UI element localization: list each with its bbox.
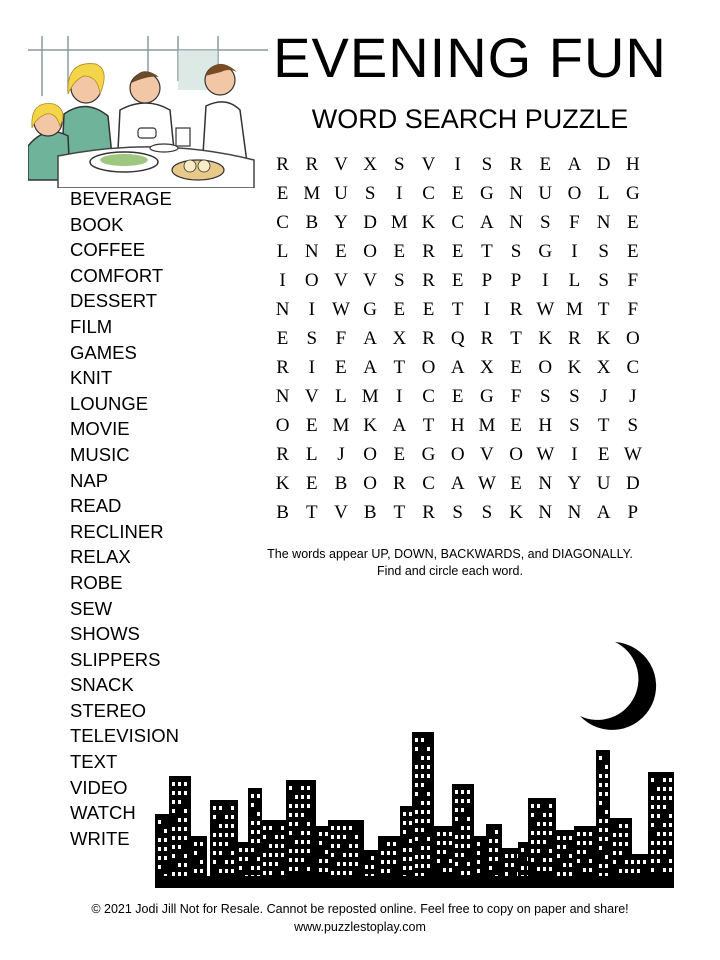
grid-letter[interactable]: E: [305, 415, 318, 436]
grid-letter[interactable]: T: [393, 357, 406, 378]
website-url: www.puzzlestoplay.com: [294, 920, 426, 934]
word-list-item: STEREO: [70, 699, 147, 721]
grid-letter[interactable]: S: [510, 241, 522, 262]
grid-letter[interactable]: R: [422, 502, 435, 523]
grid-letter[interactable]: M: [566, 299, 583, 320]
grid-letter[interactable]: S: [627, 415, 639, 436]
grid-letter[interactable]: U: [538, 183, 553, 204]
word-list-item: LOUNGE: [70, 392, 149, 414]
grid-letter[interactable]: A: [480, 212, 494, 233]
grid-letter[interactable]: R: [305, 154, 319, 175]
grid-letter[interactable]: I: [483, 299, 491, 320]
grid-letter[interactable]: O: [275, 415, 290, 436]
grid-letter[interactable]: G: [363, 299, 378, 320]
grid-letter[interactable]: E: [276, 328, 289, 349]
grid-letter[interactable]: M: [361, 386, 379, 407]
grid-letter[interactable]: V: [363, 270, 378, 291]
grid-letter[interactable]: K: [363, 415, 378, 436]
grid-letter[interactable]: C: [422, 183, 435, 204]
grid-letter[interactable]: D: [625, 473, 640, 494]
grid-letter[interactable]: A: [450, 473, 465, 494]
grid-letter[interactable]: S: [394, 270, 405, 291]
word-list-item: WRITE: [70, 827, 130, 849]
grid-letter[interactable]: H: [625, 154, 640, 175]
grid-letter[interactable]: O: [421, 357, 436, 378]
grid-letter[interactable]: T: [597, 299, 610, 320]
grid-letter[interactable]: S: [394, 154, 405, 175]
grid-letter[interactable]: E: [510, 357, 522, 378]
word-list-item: TEXT: [70, 751, 118, 773]
grid-letter[interactable]: K: [567, 357, 582, 378]
grid-letter[interactable]: E: [276, 183, 289, 204]
grid-letter[interactable]: F: [510, 386, 522, 407]
grid-letter[interactable]: I: [308, 357, 315, 378]
grid-letter[interactable]: L: [276, 241, 289, 262]
grid-letter[interactable]: I: [454, 154, 461, 175]
grid-letter[interactable]: F: [335, 328, 347, 349]
grid-letter[interactable]: R: [276, 154, 289, 175]
grid-letter[interactable]: V: [334, 270, 348, 291]
grid-letter[interactable]: K: [275, 473, 290, 494]
word-list-item: RELAX: [70, 546, 131, 568]
grid-letter[interactable]: S: [539, 212, 551, 233]
grid-letter[interactable]: M: [332, 415, 350, 436]
city-skyline-icon: [150, 636, 690, 888]
word-list-item: SEW: [70, 597, 113, 619]
grid-letter[interactable]: R: [509, 299, 523, 320]
word-list-item: DESSERT: [70, 290, 158, 312]
word-list-item: NAP: [70, 469, 109, 491]
word-list-item: MUSIC: [70, 443, 130, 465]
grid-letter[interactable]: G: [421, 444, 436, 465]
grid-letter[interactable]: E: [597, 444, 610, 465]
letter-grid: [268, 150, 647, 527]
grid-letter[interactable]: O: [538, 357, 553, 378]
grid-letter[interactable]: S: [569, 386, 580, 407]
grid-letter[interactable]: P: [481, 270, 493, 291]
grid-letter[interactable]: J: [629, 386, 637, 407]
grid-letter[interactable]: C: [422, 386, 435, 407]
grid-letter[interactable]: E: [510, 473, 522, 494]
grid-letter[interactable]: A: [450, 357, 465, 378]
grid-letter[interactable]: R: [393, 473, 406, 494]
grid-letter[interactable]: U: [596, 473, 611, 494]
grid-letter[interactable]: N: [509, 212, 523, 233]
grid-letter[interactable]: C: [451, 212, 465, 233]
grid-letter[interactable]: I: [571, 241, 578, 262]
grid-letter[interactable]: K: [509, 502, 523, 523]
grid-letter[interactable]: E: [451, 183, 464, 204]
grid-letter[interactable]: O: [304, 270, 319, 291]
grid-letter[interactable]: B: [334, 473, 348, 494]
grid-letter[interactable]: F: [627, 270, 639, 291]
grid-letter[interactable]: E: [335, 241, 347, 262]
grid-letter[interactable]: R: [422, 270, 435, 291]
grid-letter[interactable]: E: [393, 241, 406, 262]
word-list-item: SLIPPERS: [70, 648, 161, 670]
grid-letter[interactable]: E: [627, 241, 639, 262]
grid-letter[interactable]: E: [451, 270, 464, 291]
word-list-item: SNACK: [70, 674, 134, 696]
grid-letter[interactable]: R: [480, 328, 494, 349]
grid-letter[interactable]: A: [392, 415, 407, 436]
grid-letter[interactable]: U: [334, 183, 348, 204]
grid-letter[interactable]: T: [451, 299, 464, 320]
grid-letter[interactable]: V: [304, 386, 319, 407]
word-list-item: VIDEO: [70, 776, 128, 798]
word-list-item: BEVERAGE: [70, 188, 172, 209]
grid-letter[interactable]: K: [596, 328, 611, 349]
grid-letter[interactable]: H: [538, 415, 553, 436]
word-list-item: FILM: [70, 315, 113, 337]
grid-letter[interactable]: G: [538, 241, 553, 262]
grid-letter[interactable]: T: [481, 241, 493, 262]
grid-letter[interactable]: S: [481, 502, 493, 523]
grid-letter[interactable]: S: [306, 328, 318, 349]
grid-letter[interactable]: P: [627, 502, 639, 523]
grid-letter[interactable]: V: [334, 502, 348, 523]
grid-letter[interactable]: S: [598, 270, 609, 291]
grid-letter[interactable]: K: [421, 212, 436, 233]
grid-letter[interactable]: L: [305, 444, 318, 465]
grid-letter[interactable]: T: [393, 502, 406, 523]
grid-letter[interactable]: O: [363, 444, 378, 465]
grid-letter[interactable]: N: [538, 473, 553, 494]
word-list-item: COFFEE: [70, 239, 146, 261]
grid-letter[interactable]: T: [597, 415, 610, 436]
grid-letter[interactable]: B: [276, 502, 289, 523]
grid-letter[interactable]: X: [363, 154, 378, 175]
page-subtitle: WORD SEARCH PUZZLE: [311, 104, 629, 134]
grid-letter[interactable]: E: [393, 299, 406, 320]
grid-letter[interactable]: I: [542, 270, 549, 291]
word-list-item: BOOK: [70, 213, 124, 235]
grid-letter[interactable]: X: [392, 328, 407, 349]
grid-letter[interactable]: E: [422, 299, 435, 320]
grid-letter[interactable]: W: [536, 444, 555, 465]
grid-letter[interactable]: R: [422, 241, 435, 262]
word-list-item: RECLINER: [70, 520, 164, 542]
grid-letter[interactable]: T: [422, 415, 435, 436]
grid-letter[interactable]: C: [422, 473, 435, 494]
grid-letter[interactable]: T: [510, 328, 522, 349]
word-list-item: ROBE: [70, 571, 123, 593]
grid-letter[interactable]: M: [390, 212, 408, 233]
word-list-item: READ: [70, 495, 122, 517]
word-list-item: KNIT: [70, 367, 113, 389]
grid-letter[interactable]: S: [539, 386, 551, 407]
grid-letter[interactable]: I: [279, 270, 286, 291]
grid-letter[interactable]: S: [481, 154, 493, 175]
grid-letter[interactable]: L: [597, 183, 610, 204]
grid-letter[interactable]: N: [275, 386, 290, 407]
grid-letter[interactable]: G: [480, 183, 494, 204]
grid-letter[interactable]: M: [478, 415, 496, 436]
grid-letter[interactable]: S: [364, 183, 376, 204]
instructions: [250, 546, 650, 580]
grid-letter[interactable]: A: [596, 502, 611, 523]
grid-letter[interactable]: G: [480, 386, 494, 407]
grid-letter[interactable]: E: [539, 154, 552, 175]
grid-letter[interactable]: O: [363, 473, 378, 494]
grid-letter[interactable]: A: [363, 328, 378, 349]
grid-letter[interactable]: R: [568, 328, 581, 349]
word-list-item: WATCH: [70, 802, 136, 824]
grid-letter[interactable]: E: [451, 241, 464, 262]
grid-letter[interactable]: W: [623, 444, 642, 465]
crescent-moon-icon: [580, 642, 656, 730]
grid-letter[interactable]: N: [304, 241, 319, 262]
page-title: EVENING FUN: [273, 26, 667, 89]
grid-letter[interactable]: D: [596, 154, 611, 175]
grid-letter[interactable]: W: [332, 299, 350, 320]
grid-letter[interactable]: A: [567, 154, 582, 175]
grid-letter[interactable]: M: [303, 183, 321, 204]
grid-letter[interactable]: E: [305, 473, 318, 494]
grid-letter[interactable]: X: [596, 357, 611, 378]
grid-letter[interactable]: T: [305, 502, 318, 523]
grid-letter[interactable]: O: [567, 183, 582, 204]
grid-letter[interactable]: B: [363, 502, 377, 523]
grid-letter[interactable]: N: [538, 502, 553, 523]
grid-letter[interactable]: L: [568, 270, 581, 291]
family-dinner-illustration: [28, 36, 268, 188]
grid-letter[interactable]: Q: [450, 328, 465, 349]
word-list-item: MOVIE: [70, 418, 130, 440]
grid-letter[interactable]: J: [599, 386, 608, 407]
grid-letter[interactable]: N: [596, 212, 611, 233]
grid-letter[interactable]: F: [627, 299, 639, 320]
grid-letter[interactable]: I: [396, 183, 403, 204]
word-list-item: TELEVISION: [70, 725, 179, 747]
grid-letter[interactable]: N: [567, 502, 582, 523]
grid-letter[interactable]: F: [569, 212, 580, 233]
grid-letter[interactable]: Y: [334, 212, 348, 233]
footer: [0, 900, 720, 936]
grid-letter[interactable]: W: [536, 299, 555, 320]
grid-letter[interactable]: C: [626, 357, 640, 378]
grid-letter[interactable]: I: [571, 444, 578, 465]
grid-letter[interactable]: I: [396, 386, 403, 407]
grid-letter[interactable]: C: [276, 212, 289, 233]
grid-letter[interactable]: Y: [567, 473, 582, 494]
grid-letter[interactable]: O: [509, 444, 523, 465]
grid-letter[interactable]: E: [393, 444, 406, 465]
grid-letter[interactable]: E: [451, 386, 464, 407]
grid-letter[interactable]: R: [276, 357, 289, 378]
grid-letter[interactable]: R: [276, 444, 289, 465]
grid-letter[interactable]: R: [422, 328, 435, 349]
grid-letter[interactable]: K: [538, 328, 553, 349]
grid-letter[interactable]: N: [275, 299, 290, 320]
instructions-line-2: Find and circle each word.: [377, 564, 523, 578]
word-list-item: SHOWS: [70, 623, 140, 645]
grid-letter[interactable]: L: [335, 386, 347, 407]
grid-letter[interactable]: B: [305, 212, 319, 233]
grid-letter[interactable]: O: [450, 444, 465, 465]
grid-letter[interactable]: O: [363, 241, 378, 262]
grid-letter[interactable]: R: [509, 154, 523, 175]
copyright-text: © 2021 Jodi Jill Not for Resale. Cannot be reposted online. Feel free to copy on paper and share!: [91, 902, 629, 916]
grid-letter[interactable]: X: [480, 357, 494, 378]
grid-letter[interactable]: J: [337, 444, 345, 465]
word-list-item: GAMES: [70, 341, 137, 363]
grid-letter[interactable]: V: [421, 154, 436, 175]
grid-letter[interactable]: O: [625, 328, 640, 349]
grid-letter[interactable]: I: [308, 299, 315, 320]
grid-letter[interactable]: N: [509, 183, 523, 204]
grid-letter[interactable]: A: [363, 357, 378, 378]
grid-letter[interactable]: E: [627, 212, 639, 233]
grid-letter[interactable]: V: [480, 444, 494, 465]
grid-letter[interactable]: H: [450, 415, 465, 436]
grid-letter[interactable]: W: [477, 473, 496, 494]
grid-letter[interactable]: E: [335, 357, 347, 378]
grid-letter[interactable]: S: [569, 415, 580, 436]
grid-letter[interactable]: S: [598, 241, 609, 262]
grid-letter[interactable]: P: [510, 270, 522, 291]
grid-letter[interactable]: V: [334, 154, 348, 175]
grid-letter[interactable]: S: [452, 502, 463, 523]
instructions-line-1: The words appear UP, DOWN, BACKWARDS, and DIAGONALLY.: [267, 547, 633, 561]
word-list-item: COMFORT: [70, 264, 164, 286]
grid-letter[interactable]: D: [363, 212, 378, 233]
grid-letter[interactable]: E: [510, 415, 522, 436]
grid-letter[interactable]: G: [625, 183, 640, 204]
